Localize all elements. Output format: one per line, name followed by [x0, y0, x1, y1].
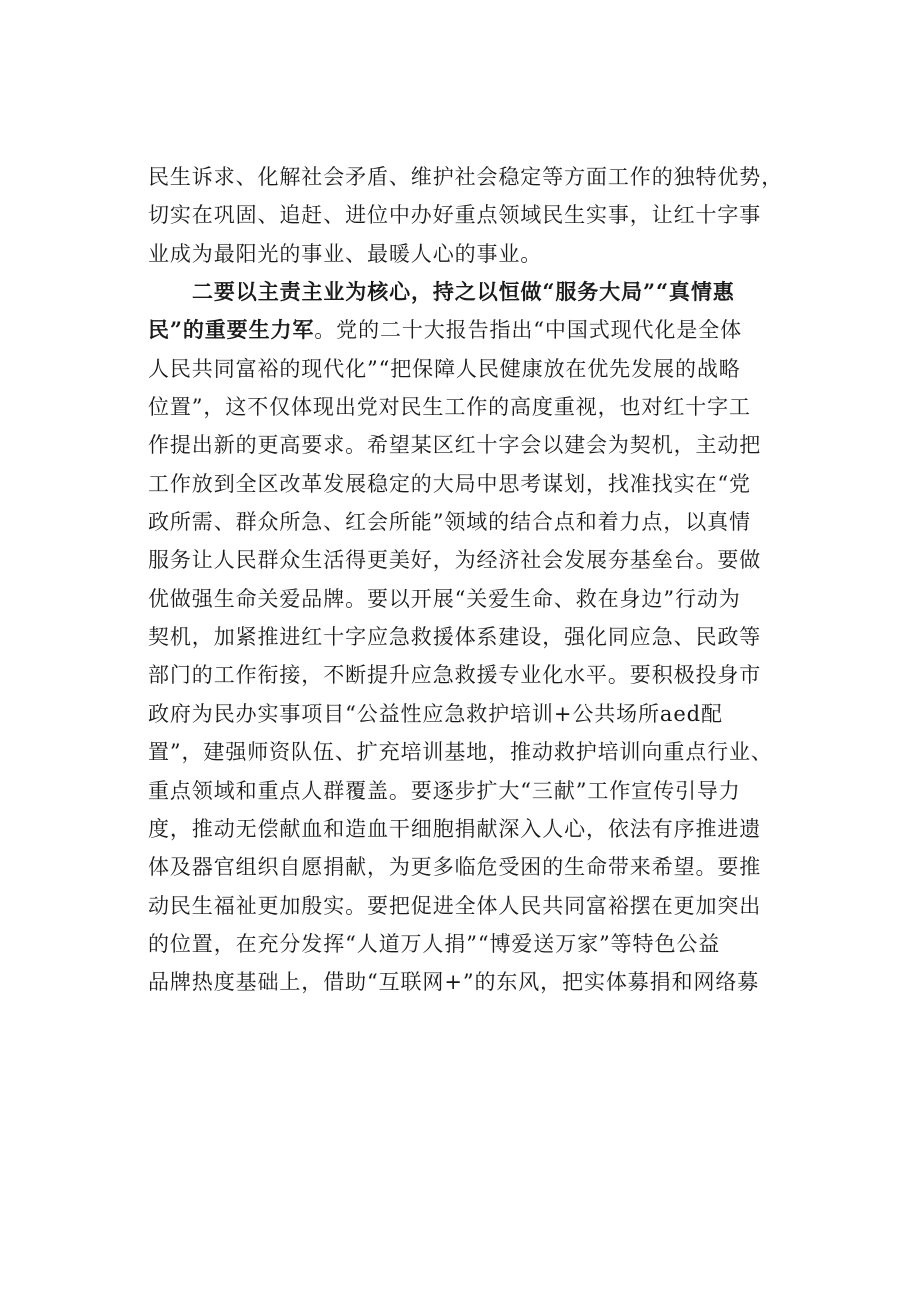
text-line: 政所需、群众所急、红会所能”领域的结合点和着力点，以真情 [148, 510, 751, 535]
text-line: 业成为最阳光的事业、最暖人心的事业。 [148, 241, 543, 266]
text-line: 政府为民办实事项目“公益性应急救护培训+公共场所aed配 [148, 701, 723, 726]
text-line: 度，推动无偿献血和造血干细胞捐献深入人心，依法有序推进遗 [148, 816, 762, 841]
text-line: 工作放到全区改革发展稳定的大局中思考谋划，找准找实在“党 [148, 471, 751, 496]
text-span: 。党的二十大报告指出“中国式现代化是全体 [314, 318, 743, 343]
text-line: 服务让人民群众生活得更美好，为经济社会发展夯基垒台。要做 [148, 548, 762, 573]
text-line: 切实在巩固、追赶、进位中办好重点领域民生实事，让红十字事 [148, 203, 762, 228]
text-line: 体及器官组织自愿捐献，为更多临危受困的生命带来希望。要推 [148, 855, 762, 880]
text-line: 优做强生命关爱品牌。要以开展“关爱生命、救在身边”行动为 [148, 586, 741, 611]
text-line [148, 311, 808, 349]
document-body [148, 158, 808, 1040]
text-line: 的位置，在充分发挥“人道万人捐”“博爱送万家”等特色公益 [148, 931, 721, 956]
text-line: 部门的工作衔接，不断提升应急救援专业化水平。要积极投身市 [148, 663, 762, 688]
text-line [148, 1002, 808, 1040]
text-line: 重点领域和重点人群覆盖。要逐步扩大“三献”工作宣传引导力 [148, 778, 741, 803]
section-heading-tail: 民”的重要生力军 [148, 317, 315, 343]
text-line: 作提出新的更高要求。希望某区红十字会以建会为契机，主动把 [148, 433, 762, 458]
text-line: 位置”，这不仅体现出党对民生工作的高度重视，也对红十字工 [148, 395, 751, 420]
text-line: 品牌热度基础上，借助“互联网+”的东风，把实体募捐和网络募 [148, 970, 760, 995]
text-line: 置”，建强师资队伍、扩充培训基地，推动救护培训向重点行业、 [148, 740, 773, 765]
text-line: 民生诉求、化解社会矛盾、维护社会稳定等方面工作的独特优势， [148, 165, 784, 189]
text-line: 动民生福祉更加殷实。要把促进全体人民共同富裕摆在更加突出 [148, 893, 762, 918]
section-heading-line: 二要以主责主业为核心，持之以恒做“服务大局”“真情惠 [192, 279, 735, 305]
text-line: 人民共同富裕的现代化”“把保障人民健康放在优先发展的战略 [148, 356, 741, 381]
text-line: 契机，加紧推进红十字应急救援体系建设，强化同应急、民政等 [148, 625, 762, 650]
